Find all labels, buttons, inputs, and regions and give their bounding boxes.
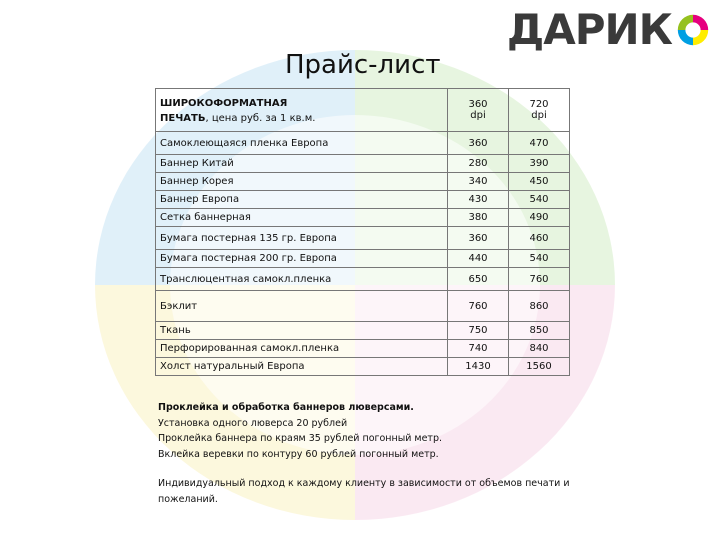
row-price-720: 540 (509, 250, 570, 268)
row-price-720: 540 (509, 191, 570, 209)
header-720-value: 720 (529, 99, 549, 110)
table-row (156, 291, 570, 322)
brand-logo (507, 6, 712, 54)
table-row (156, 340, 570, 358)
row-price-360: 760 (448, 291, 509, 322)
table-row (156, 268, 570, 291)
header-360dpi (448, 89, 509, 132)
row-name: Баннер Европа (156, 191, 448, 209)
table-row (156, 322, 570, 340)
row-price-720: 490 (509, 209, 570, 227)
row-price-720: 1560 (509, 358, 570, 376)
notes-spacer (158, 462, 578, 476)
row-name: Транслюцентная самокл.пленка (156, 268, 448, 291)
header-line1: ШИРОКОФОРМАТНАЯ (160, 98, 288, 109)
row-price-360: 430 (448, 191, 509, 209)
table-header-row (156, 89, 570, 132)
notes-line-3: Вклейка веревки по контуру 60 рублей погонный метр. (158, 448, 439, 460)
notes-footer: Индивидуальный подход к каждому клиенту в зависимости от объемов печати и пожеланий. (158, 478, 570, 505)
price-table (155, 88, 570, 376)
table-row (156, 155, 570, 173)
notes-heading: Проклейка и обработка баннеров люверсами. (158, 402, 414, 413)
header-360-value: 360 (468, 99, 488, 110)
color-ring-icon (674, 11, 712, 49)
row-price-720: 760 (509, 268, 570, 291)
row-name: Баннер Китай (156, 155, 448, 173)
row-name: Бумага постерная 135 гр. Европа (156, 227, 448, 250)
header-720dpi (509, 89, 570, 132)
row-price-360: 740 (448, 340, 509, 358)
notes-line-1: Установка одного люверса 20 рублей (158, 417, 348, 429)
row-name: Перфорированная самокл.пленка (156, 340, 448, 358)
row-name: Бумага постерная 200 гр. Европа (156, 250, 448, 268)
notes-line-2: Проклейка баннера по краям 35 рублей погонный метр. (158, 433, 443, 444)
table-row (156, 358, 570, 376)
row-price-360: 360 (448, 132, 509, 155)
header-720-unit: dpi (531, 110, 547, 121)
page-title: Прайс-лист (285, 50, 441, 80)
table-row (156, 250, 570, 268)
row-price-360: 280 (448, 155, 509, 173)
brand-name: ДАРИК (506, 5, 672, 54)
table-row (156, 191, 570, 209)
table-row (156, 209, 570, 227)
row-price-360: 360 (448, 227, 509, 250)
row-price-720: 450 (509, 173, 570, 191)
row-price-720: 390 (509, 155, 570, 173)
row-price-360: 750 (448, 322, 509, 340)
row-price-360: 380 (448, 209, 509, 227)
row-name: Холст натуральный Европа (156, 358, 448, 376)
row-price-720: 860 (509, 291, 570, 322)
row-name: Бэклит (156, 291, 448, 322)
notes-block (158, 400, 578, 507)
row-name: Ткань (156, 322, 448, 340)
header-label (156, 89, 448, 132)
row-name: Самоклеющаяся пленка Европа (156, 132, 448, 155)
row-price-360: 1430 (448, 358, 509, 376)
header-line2 (160, 111, 443, 126)
row-name: Баннер Корея (156, 173, 448, 191)
header-line2-rest: , цена руб. за 1 кв.м. (205, 113, 316, 124)
row-name: Сетка баннерная (156, 209, 448, 227)
row-price-720: 470 (509, 132, 570, 155)
row-price-360: 440 (448, 250, 509, 268)
row-price-720: 460 (509, 227, 570, 250)
row-price-360: 340 (448, 173, 509, 191)
header-360-unit: dpi (470, 110, 486, 121)
header-line2-bold: ПЕЧАТЬ (160, 113, 206, 124)
row-price-720: 850 (509, 322, 570, 340)
row-price-720: 840 (509, 340, 570, 358)
table-row (156, 227, 570, 250)
table-row (156, 173, 570, 191)
table-row (156, 132, 570, 155)
row-price-360: 650 (448, 268, 509, 291)
